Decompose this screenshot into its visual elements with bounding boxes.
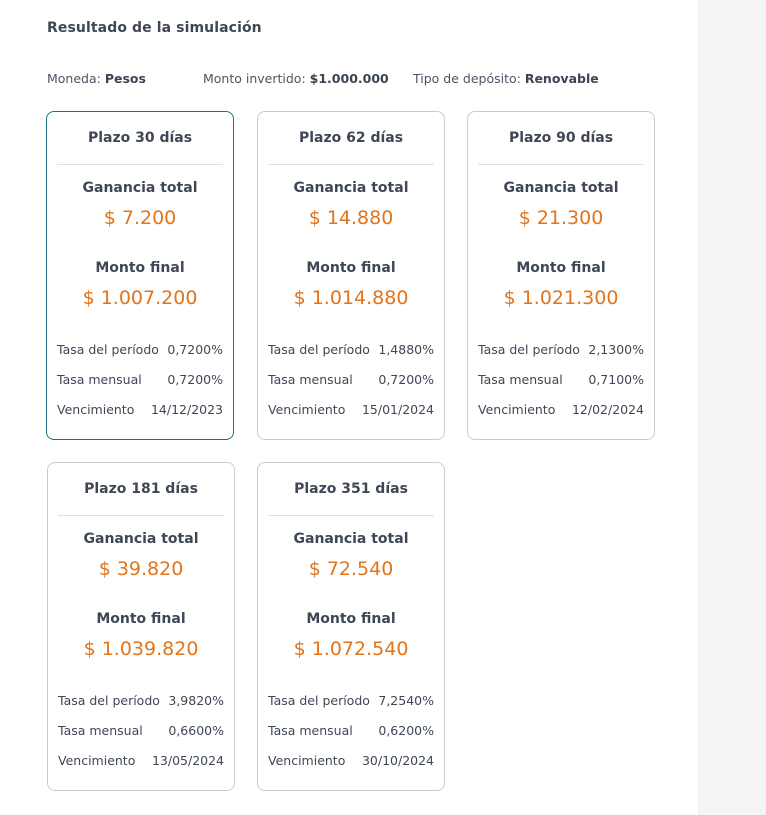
final-amount: $ 1.039.820 (83, 638, 199, 660)
monthly-rate-label: Tasa mensual (57, 372, 142, 387)
currency-value: Pesos (104, 71, 146, 86)
maturity-label: Vencimiento (268, 402, 346, 417)
period-rate-value: 1,4880% (378, 342, 434, 357)
maturity-row (268, 402, 434, 420)
period-rate-row (268, 342, 434, 360)
monthly-rate-label: Tasa mensual (58, 723, 143, 738)
monthly-rate-row (58, 723, 224, 741)
final-label: Monto final (96, 611, 186, 627)
maturity-value: 13/05/2024 (151, 753, 224, 768)
gain-label: Ganancia total (83, 531, 199, 547)
period-rate-row (478, 342, 644, 360)
maturity-value: 15/01/2024 (361, 402, 434, 417)
period-rate-row (268, 693, 434, 711)
final-amount: $ 1.072.540 (293, 638, 409, 660)
term-card-351[interactable] (257, 462, 445, 791)
period-rate-label: Tasa del período (58, 693, 160, 708)
monthly-rate-value: 0,7100% (588, 372, 644, 387)
term-card-62[interactable] (257, 111, 445, 440)
maturity-value: 30/10/2024 (361, 753, 434, 768)
period-rate-label: Tasa del período (268, 693, 370, 708)
gain-label: Ganancia total (503, 180, 619, 196)
maturity-row (58, 753, 224, 771)
period-rate-label: Tasa del período (57, 342, 159, 357)
final-label: Monto final (95, 260, 185, 276)
currency-summary (47, 71, 146, 86)
deposit-summary (413, 71, 599, 86)
card-term-title: Plazo 90 días (478, 112, 644, 165)
final-amount: $ 1.021.300 (503, 287, 619, 309)
period-rate-label: Tasa del período (268, 342, 370, 357)
final-amount: $ 1.014.880 (293, 287, 409, 309)
maturity-row (268, 753, 434, 771)
amount-summary (203, 71, 389, 86)
monthly-rate-row (268, 723, 434, 741)
gain-amount: $ 7.200 (103, 207, 177, 229)
monthly-rate-value: 0,7200% (167, 372, 223, 387)
maturity-row (478, 402, 644, 420)
card-term-title: Plazo 181 días (58, 463, 224, 516)
maturity-value: 12/02/2024 (571, 402, 644, 417)
final-label: Monto final (516, 260, 606, 276)
monthly-rate-value: 0,7200% (378, 372, 434, 387)
final-amount: $ 1.007.200 (82, 287, 198, 309)
term-card-90[interactable] (467, 111, 655, 440)
gain-amount: $ 39.820 (98, 558, 184, 580)
monthly-rate-value: 0,6600% (168, 723, 224, 738)
monthly-rate-label: Tasa mensual (268, 372, 353, 387)
period-rate-row (57, 342, 223, 360)
period-rate-value: 0,7200% (167, 342, 223, 357)
maturity-value: 14/12/2023 (150, 402, 223, 417)
monthly-rate-row (57, 372, 223, 390)
gain-label: Ganancia total (293, 180, 409, 196)
gain-amount: $ 14.880 (308, 207, 394, 229)
amount-label: Monto invertido: (203, 71, 306, 86)
monthly-rate-label: Tasa mensual (268, 723, 353, 738)
deposit-value: Renovable (524, 71, 599, 86)
gain-amount: $ 21.300 (518, 207, 604, 229)
gain-amount: $ 72.540 (308, 558, 394, 580)
card-term-title: Plazo 30 días (57, 112, 223, 165)
final-label: Monto final (306, 260, 396, 276)
amount-value: $1.000.000 (309, 71, 389, 86)
page-title: Resultado de la simulación (47, 20, 262, 36)
card-term-title: Plazo 62 días (268, 112, 434, 165)
monthly-rate-row (478, 372, 644, 390)
monthly-rate-label: Tasa mensual (478, 372, 563, 387)
final-label: Monto final (306, 611, 396, 627)
monthly-rate-value: 0,6200% (378, 723, 434, 738)
side-background (698, 0, 766, 815)
period-rate-value: 7,2540% (378, 693, 434, 708)
currency-label: Moneda: (47, 71, 101, 86)
deposit-label: Tipo de depósito: (413, 71, 521, 86)
period-rate-value: 2,1300% (588, 342, 644, 357)
gain-label: Ganancia total (293, 531, 409, 547)
maturity-label: Vencimiento (268, 753, 346, 768)
gain-label: Ganancia total (82, 180, 198, 196)
monthly-rate-row (268, 372, 434, 390)
maturity-row (57, 402, 223, 420)
period-rate-value: 3,9820% (168, 693, 224, 708)
maturity-label: Vencimiento (478, 402, 556, 417)
card-term-title: Plazo 351 días (268, 463, 434, 516)
term-card-30[interactable] (46, 111, 234, 440)
term-card-181[interactable] (47, 462, 235, 791)
period-rate-row (58, 693, 224, 711)
period-rate-label: Tasa del período (478, 342, 580, 357)
maturity-label: Vencimiento (57, 402, 135, 417)
maturity-label: Vencimiento (58, 753, 136, 768)
